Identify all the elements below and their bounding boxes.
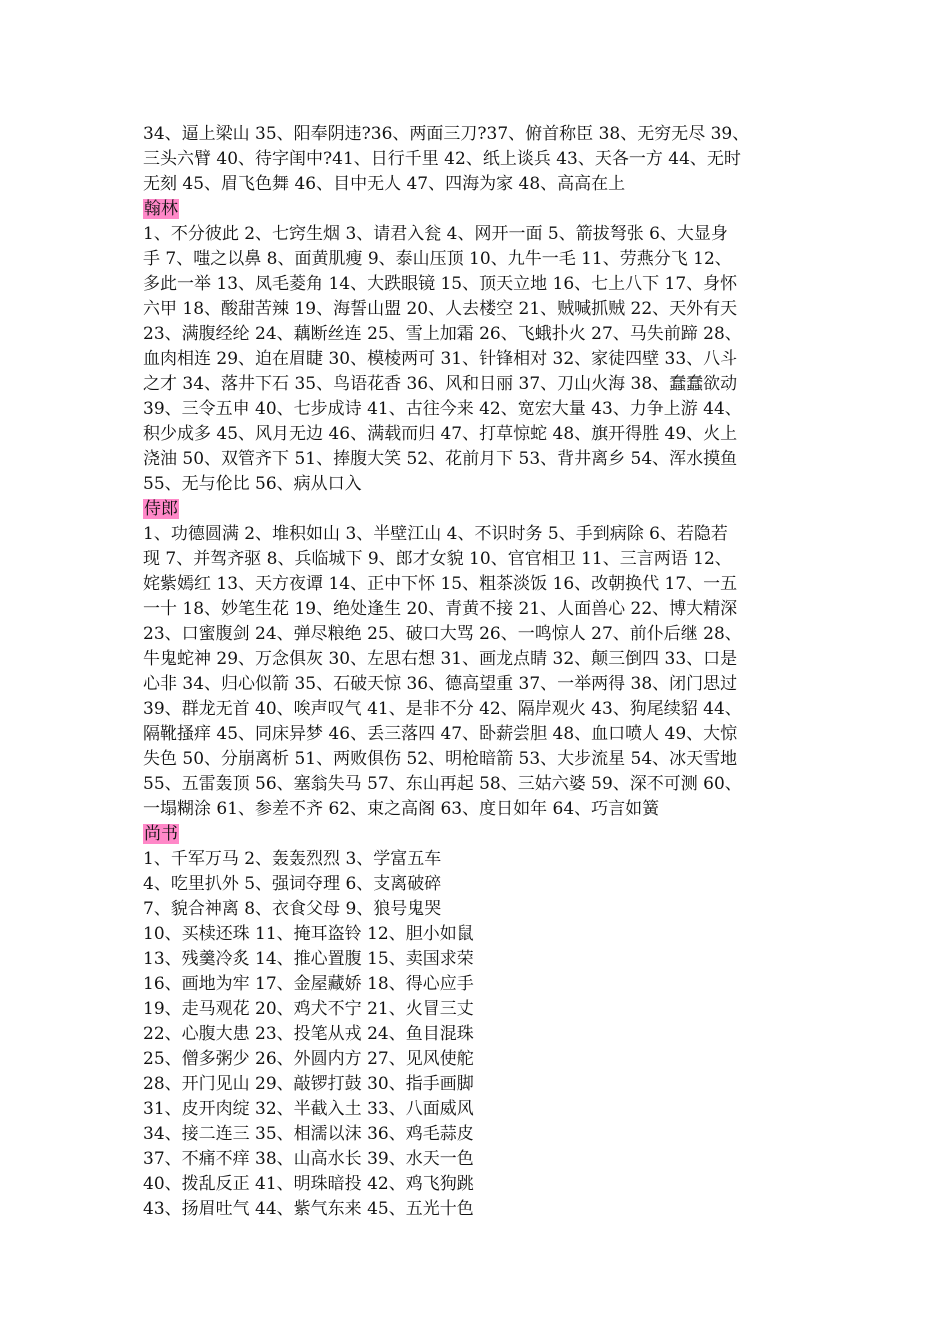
text-line: 浇油 50、双管齐下 51、捧腹大笑 52、花前月下 53、背井离乡 54、浑水摸鱼 xyxy=(143,449,738,469)
text-line: 34、逼上梁山 35、阳奉阴违?36、两面三刀?37、俯首称臣 38、无穷无尽 39、 xyxy=(143,124,750,144)
text-line: 10、买椟还珠 11、掩耳盗铃 12、胆小如鼠 xyxy=(143,924,474,944)
text-line: 1、千军万马 2、轰轰烈烈 3、学富五车 xyxy=(143,849,442,869)
text-line: 23、满腹经纶 24、藕断丝连 25、雪上加霜 26、飞蛾扑火 27、马失前蹄 28、 xyxy=(143,324,742,344)
text-line: 13、残羹冷炙 14、推心置腹 15、卖国求荣 xyxy=(143,949,474,969)
text-line: 23、口蜜腹剑 24、弹尽粮绝 25、破口大骂 26、一鸣惊人 27、前仆后继 28、 xyxy=(143,624,742,644)
text-line: 28、开门见山 29、敲锣打鼓 30、指手画脚 xyxy=(143,1074,474,1094)
text-line: 积少成多 45、风月无边 46、满载而归 47、打草惊蛇 48、旗开得胜 49、火上 xyxy=(143,424,738,444)
text-line: 之才 34、落井下石 35、鸟语花香 36、风和日丽 37、刀山火海 38、蠢蠢欲动 xyxy=(143,374,738,394)
text-line: 现 7、并驾齐驱 8、兵临城下 9、郎才女貌 10、官官相卫 11、三言两语 12、 xyxy=(143,549,732,569)
text-line: 7、貌合神离 8、衣食父母 9、狼号鬼哭 xyxy=(143,899,442,919)
text-line: 19、走马观花 20、鸡犬不宁 21、火冒三丈 xyxy=(143,999,474,1019)
text-line: 55、五雷轰顶 56、塞翁失马 57、东山再起 58、三姑六婆 59、深不可测 60、 xyxy=(143,774,742,794)
text-line: 40、拨乱反正 41、明珠暗投 42、鸡飞狗跳 xyxy=(143,1174,474,1194)
text-line: 牛鬼蛇神 29、万念俱灰 30、左思右想 31、画龙点睛 32、颠三倒四 33、口是 xyxy=(143,649,738,669)
text-line: 多此一举 13、凤毛菱角 14、大跌眼镜 15、顶天立地 16、七上八下 17、身怀 xyxy=(143,274,738,294)
text-line: 隔靴搔痒 45、同床异梦 46、丢三落四 47、卧薪尝胆 48、血口喷人 49、大惊 xyxy=(143,724,738,744)
text-line: 三头六臂 40、待字闺中?41、日行千里 42、纸上谈兵 43、天各一方 44、无时 xyxy=(143,149,741,169)
text-line: 39、群龙无首 40、唉声叹气 41、是非不分 42、隔岸观火 43、狗尾续貂 44、 xyxy=(143,699,742,719)
text-line: 22、心腹大患 23、投笔从戎 24、鱼目混珠 xyxy=(143,1024,474,1044)
section-heading: 侍郎 xyxy=(144,499,178,519)
text-line: 心非 34、归心似箭 35、石破天惊 36、德高望重 37、一举两得 38、闭门思过 xyxy=(143,674,738,694)
text-line: 1、不分彼此 2、七窍生烟 3、请君入瓮 4、网开一面 5、箭拔弩张 6、大显身 xyxy=(143,224,728,244)
text-line: 血肉相连 29、迫在眉睫 30、模棱两可 31、针锋相对 32、家徒四壁 33、八斗 xyxy=(143,349,738,369)
section-heading: 尚书 xyxy=(144,824,178,844)
text-line: 25、僧多粥少 26、外圆内方 27、见风使舵 xyxy=(143,1049,474,1069)
text-line: 1、功德圆满 2、堆积如山 3、半壁江山 4、不识时务 5、手到病除 6、若隐若 xyxy=(143,524,728,544)
document-page xyxy=(143,122,808,1222)
text-line: 34、接二连三 35、相濡以沫 36、鸡毛蒜皮 xyxy=(143,1124,474,1144)
section-heading: 翰林 xyxy=(144,199,178,219)
section-shangshu xyxy=(143,822,808,1222)
text-line: 31、皮开肉绽 32、半截入土 33、八面威风 xyxy=(143,1099,474,1119)
text-line: 姹紫嫣红 13、天方夜谭 14、正中下怀 15、粗茶淡饭 16、改朝换代 17、一五 xyxy=(143,574,738,594)
text-line: 4、吃里扒外 5、强词夺理 6、支离破碎 xyxy=(143,874,442,894)
text-line: 16、画地为牢 17、金屋藏娇 18、得心应手 xyxy=(143,974,474,994)
text-line: 无刻 45、眉飞色舞 46、目中无人 47、四海为家 48、高高在上 xyxy=(143,174,626,194)
text-line: 一十 18、妙笔生花 19、绝处逢生 20、青黄不接 21、人面兽心 22、博大精深 xyxy=(143,599,738,619)
text-line: 失色 50、分崩离析 51、两败俱伤 52、明枪暗箭 53、大步流星 54、冰天雪地 xyxy=(143,749,738,769)
text-line: 43、扬眉吐气 44、紫气东来 45、五光十色 xyxy=(143,1199,474,1219)
text-line: 手 7、嗤之以鼻 8、面黄肌瘦 9、泰山压顶 10、九牛一毛 11、劳燕分飞 12、 xyxy=(143,249,732,269)
text-line: 37、不痛不痒 38、山高水长 39、水天一色 xyxy=(143,1149,474,1169)
text-line: 39、三令五申 40、七步成诗 41、古往今来 42、宽宏大量 43、力争上游 44、 xyxy=(143,399,742,419)
section-shilang xyxy=(143,497,808,822)
section-hanlin xyxy=(143,197,808,497)
text-line: 一塌糊涂 61、参差不齐 62、束之高阁 63、度日如年 64、巧言如簧 xyxy=(143,799,660,819)
intro-paragraph xyxy=(143,122,808,197)
text-line: 六甲 18、酸甜苦辣 19、海誓山盟 20、人去楼空 21、贼喊抓贼 22、天外有天 xyxy=(143,299,738,319)
text-line: 55、无与伦比 56、病从口入 xyxy=(143,474,362,494)
